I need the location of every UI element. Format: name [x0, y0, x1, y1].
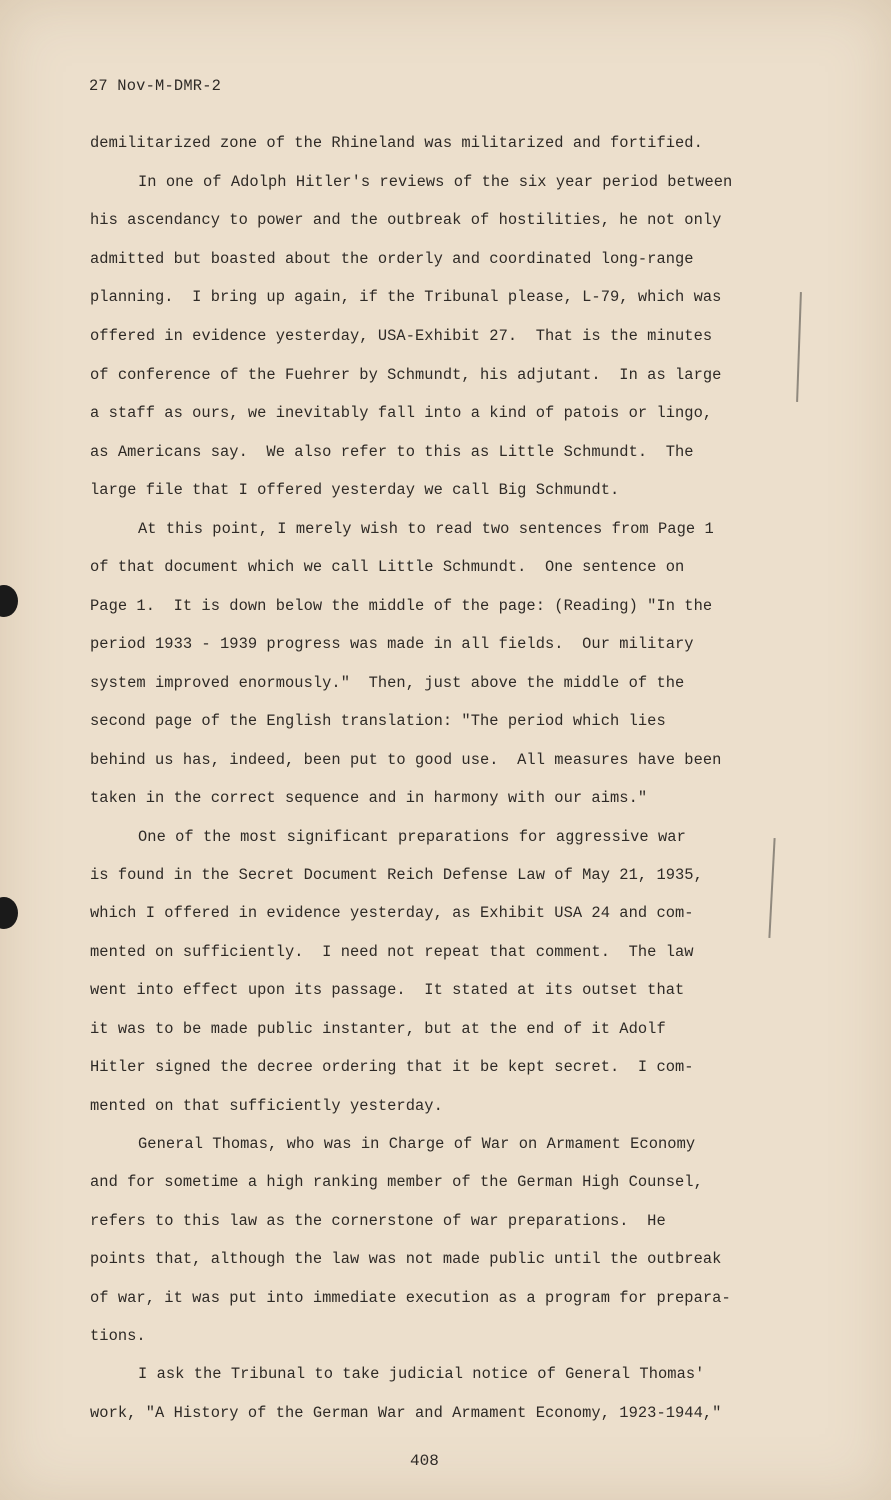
text-line: taken in the correct sequence and in harmony with our aims." [90, 789, 648, 807]
text-line: mented on that sufficiently yesterday. [90, 1097, 443, 1115]
text-line: In one of Adolph Hitler's reviews of the six year period between [138, 173, 733, 191]
text-line: Page 1. It is down below the middle of the page: (Reading) "In the [90, 597, 713, 615]
margin-mark [768, 838, 775, 938]
text-line: behind us has, indeed, been put to good use. All measures have been [90, 751, 722, 769]
punch-hole [0, 897, 18, 929]
text-line: system improved enormously." Then, just above the middle of the [90, 674, 685, 692]
text-line: demilitarized zone of the Rhineland was militarized and fortified. [90, 134, 703, 152]
text-line: At this point, I merely wish to read two sentences from Page 1 [138, 520, 714, 538]
text-line: large file that I offered yesterday we call Big Schmundt. [90, 481, 620, 499]
text-line: of conference of the Fuehrer by Schmundt, his adjutant. In as large [90, 366, 722, 384]
text-line: admitted but boasted about the orderly and coordinated long-range [90, 250, 694, 268]
margin-mark [796, 292, 802, 402]
text-line: as Americans say. We also refer to this as Little Schmundt. The [90, 443, 694, 461]
text-line: tions. [90, 1327, 146, 1345]
text-line: One of the most significant preparations for aggressive war [138, 828, 686, 846]
text-line: it was to be made public instanter, but at the end of it Adolf [90, 1020, 666, 1038]
text-line: points that, although the law was not made public until the outbreak [90, 1250, 722, 1268]
text-line: is found in the Secret Document Reich Defense Law of May 21, 1935, [90, 866, 703, 884]
text-line: period 1933 - 1939 progress was made in all fields. Our military [90, 635, 694, 653]
text-line: his ascendancy to power and the outbreak of hostilities, he not only [90, 211, 722, 229]
text-line: mented on sufficiently. I need not repeat that comment. The law [90, 943, 694, 961]
text-line: which I offered in evidence yesterday, as Exhibit USA 24 and com- [90, 904, 694, 922]
text-line: General Thomas, who was in Charge of War on Armament Economy [138, 1135, 696, 1153]
text-line: of war, it was put into immediate execution as a program for prepara- [90, 1289, 731, 1307]
text-line: refers to this law as the cornerstone of war preparations. He [90, 1212, 666, 1230]
text-line: planning. I bring up again, if the Tribunal please, L-79, which was [90, 288, 722, 306]
page-number: 408 [410, 1452, 439, 1470]
text-line: offered in evidence yesterday, USA-Exhibit 27. That is the minutes [90, 327, 713, 345]
punch-hole [0, 585, 18, 617]
text-line: and for sometime a high ranking member of the German High Counsel, [90, 1173, 703, 1191]
document-reference: 27 Nov-M-DMR-2 [89, 77, 222, 95]
text-line: went into effect upon its passage. It stated at its outset that [90, 981, 685, 999]
text-line: work, "A History of the German War and Armament Economy, 1923-1944," [90, 1404, 722, 1422]
text-line: I ask the Tribunal to take judicial notice of General Thomas' [138, 1365, 705, 1383]
text-line: of that document which we call Little Schmundt. One sentence on [90, 558, 685, 576]
text-line: Hitler signed the decree ordering that it be kept secret. I com- [90, 1058, 694, 1076]
text-line: second page of the English translation: "The period which lies [90, 712, 666, 730]
text-line: a staff as ours, we inevitably fall into a kind of patois or lingo, [90, 404, 713, 422]
